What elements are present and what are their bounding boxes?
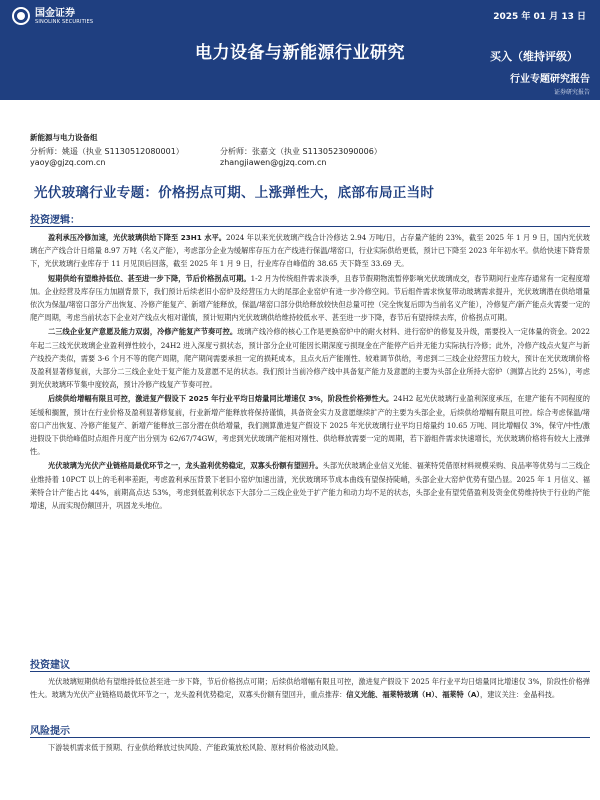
report-header (0, 0, 600, 100)
logic-p5-bold: 光伏玻璃为光伏产业链格局最优环节之一，龙头盈利优势稳定，双寡头份额有望回升。 (48, 461, 323, 471)
logic-paragraph (30, 459, 590, 512)
suggestion-body (30, 675, 590, 702)
logic-p4-bold: 后续供给增幅有限且可控，激进复产假设下 2025 年行业平均日熔量同比增速仅 3%，阶段性价格弹性大。 (48, 394, 394, 404)
suggestion-rule (30, 671, 590, 672)
logic-p2-bold: 短期供给有望维持低位、甚至进一步下降，节后价格拐点可期。 (48, 273, 251, 283)
analyst-1-name: 分析师：姚遥（执业 S1130512080001） (30, 147, 184, 156)
logic-rule (30, 226, 590, 227)
report-title: 电力设备与新能源行业研究 (195, 43, 405, 63)
industry-group: 新能源与电力设备组 (30, 133, 98, 142)
suggestion-paragraph (30, 675, 590, 701)
report-dept: 证券研究报告 (553, 89, 590, 96)
logo-name-cn: 国金证券 (35, 7, 75, 19)
report-date: 2025 年 01 月 13 日 (493, 12, 586, 22)
suggestion-text-a: 光伏玻璃短期供给有望维持低位甚至进一步下降，节后价格拐点可期；后续供给增幅有限且可控，激进复产假设下 2025 年行业平均日熔量同比增速仅 3%，阶段性价格弹性大。玻璃为光伏产业链格局最优环节之一，龙头盈利优势稳定，双寡头份额有望回升，重点推荐： (30, 677, 590, 700)
report-type: 行业专题研究报告 (510, 74, 590, 85)
risk-rule (30, 737, 590, 738)
risk-heading: 风险提示 (30, 726, 70, 737)
suggestion-heading: 投资建议 (30, 660, 70, 671)
logic-body (30, 231, 590, 513)
logic-heading: 投资逻辑： (30, 215, 80, 226)
logic-p3-text: 玻璃产线冷修的核心工作是更换窑炉中的耐火材料、进行窑炉的修复及升级，需要投入一定体量的资金。2022 年起二三线光伏玻璃企业盈利弹性较小，24H2 进入深度亏损状态，预计部分企业可能因长期深度亏损现金在产能停产后并无能力实际执行冷修；此外，冷修产线点火复产与新产线投产类似，需要 3-6 个月不等的爬产周期，爬产期间需要承担一定的损耗成本，且点火后产能刚性、较难调节供给，考虑到二三线企业经营压力较大，预计在光伏玻璃价格及盈利显著修复前，大部分二三线企业处于复产能力及意愿不足的状态。我们预计当前冷修产线中具备复产能力及意愿的主要为头部企业所持大窑炉（测算占比约 25%），考虑到光伏玻璃环节集中度较高，预计冷修产线复产节奏可控。 (30, 327, 590, 390)
analyst-info (30, 132, 590, 168)
logic-p4-text: 24H2 起光伏玻璃行业盈利深度承压，在建产能有不同程度的延缓和搁置，预计在行业价格及盈利显著修复前，行业新增产能释放将保持谨慎，具备资金实力及意愿继续扩产的主要为头部企业，后续供给增幅有限且可控。综合考虑保温/堵窑口产出恢复、冷修产能复产、新增产能释放三部分潜在供给增量，我们测算激进复产假设下 2025 年光伏玻璃行业平均日熔量约 10.65 万吨、同比增幅仅 3%，保守/中性/激进假设下供给峰值时点组件月度产出分别为 62/67/74GW，考虑到光伏玻璃产能相对刚性、供给释放需要一定的周期，若下游组件需求快速增长，光伏玻璃价格将有较大上涨弹性。 (30, 394, 590, 457)
logic-paragraph (30, 231, 590, 271)
analyst-2-email[interactable]: zhangjiawen@gjzq.com.cn (220, 158, 327, 167)
logic-paragraph (30, 325, 590, 391)
rating-badge: 买入（维持评级） (490, 50, 578, 63)
sinolink-logo-icon (12, 7, 30, 25)
logo-name-en: SINOLINK SECURITIES (35, 18, 94, 25)
logic-p1-bold: 盈利承压冷修加速，光伏玻璃供给下降至 23H1 水平。 (48, 233, 227, 242)
logic-p1-text: 2024 年以来光伏玻璃产线合计冷修达 2.94 万吨/日，占存量产能的 23%，截至 2025 年 1 月 9 日，国内光伏玻璃在产产线合计日熔量 8.97 万吨（名义产能），考虑部分企业为缓解库存压力在产线进行保温/堵窑口，行业实际供给更低，预计已下降至 2023 年年初水平。供给快速下降背景下，光伏玻璃行业库存于 11 月见顶后回落，截至 2025 年 1 月 9 日，行业库存自峰值的 38.65 天下降至 33.69 天。 (30, 233, 590, 269)
analyst-2-name: 分析师：张嘉文（执业 S1130523090006） (220, 147, 382, 156)
risk-paragraph: 下游装机需求低于预期、行业供给释放过快风险、产能政策放松风险、原材料价格波动风险。 (48, 743, 343, 752)
risk-body (30, 741, 590, 755)
analyst-1-email[interactable]: yaoy@gjzq.com.cn (30, 158, 106, 167)
logic-p5-text: 头部光伏玻璃企业信义光能、福莱特凭借原材料规模采购、良品率等优势与二三线企业维持着 10PCT 以上的毛利率差距，考虑盈利承压背景下老旧小窑炉加速出清，光伏玻璃环节成本曲线有望保持陡峭，头部企业大窑炉优势有望凸显。2025 年 1 月信义、福莱特合计产能占比 44%，前期高点达 53%，考虑到低盈利状态下大部分二三线企业处于扩产能力和动力均不足的状态，头部企业有望凭借盈利及资金优势维持快于行业的产能增速，从而实现份额回升，巩固龙头地位。 (30, 461, 590, 511)
logic-p2-text: 1-2 月为传统组件需求淡季，且春节假期物流暂停影响光伏玻璃成交，春节期间行业库存通常有一定程度增加。企业经营及库存压力加剧背景下，我们预计后续老旧小窑炉及经营压力大的尾部企业窑炉有进一步冷修空间。节后组件需求恢复带动玻璃需求提升，光伏玻璃潜在供给增量依次为保温/堵窑口部分产出恢复、冷修产能复产、新增产能释放，保温/堵窑口部分供给释放较快但总量可控（完全恢复后即为当前名义产能），冷修复产/新产能点火需要一定的爬产周期，考虑当前状态下企业对产线点火相对谨慎，预计短期内光伏玻璃供给维持较低水平、甚至进一步下降，春节后有望持续去库，价格拐点可期。 (30, 273, 590, 323)
suggestion-text-b: ，建议关注：金晶科技。 (480, 690, 560, 700)
logic-paragraph (30, 272, 590, 325)
suggestion-recommend: 信义光能、福莱特玻璃（H）、福莱特（A） (346, 690, 481, 700)
main-title: 光伏玻璃行业专题：价格拐点可期、上涨弹性大，底部布局正当时 (34, 185, 435, 201)
logic-paragraph (30, 392, 590, 458)
logic-p3-bold: 二三线企业复产意愿及能力双弱，冷修产能复产节奏可控。 (48, 327, 238, 337)
sinolink-logo (12, 7, 93, 25)
